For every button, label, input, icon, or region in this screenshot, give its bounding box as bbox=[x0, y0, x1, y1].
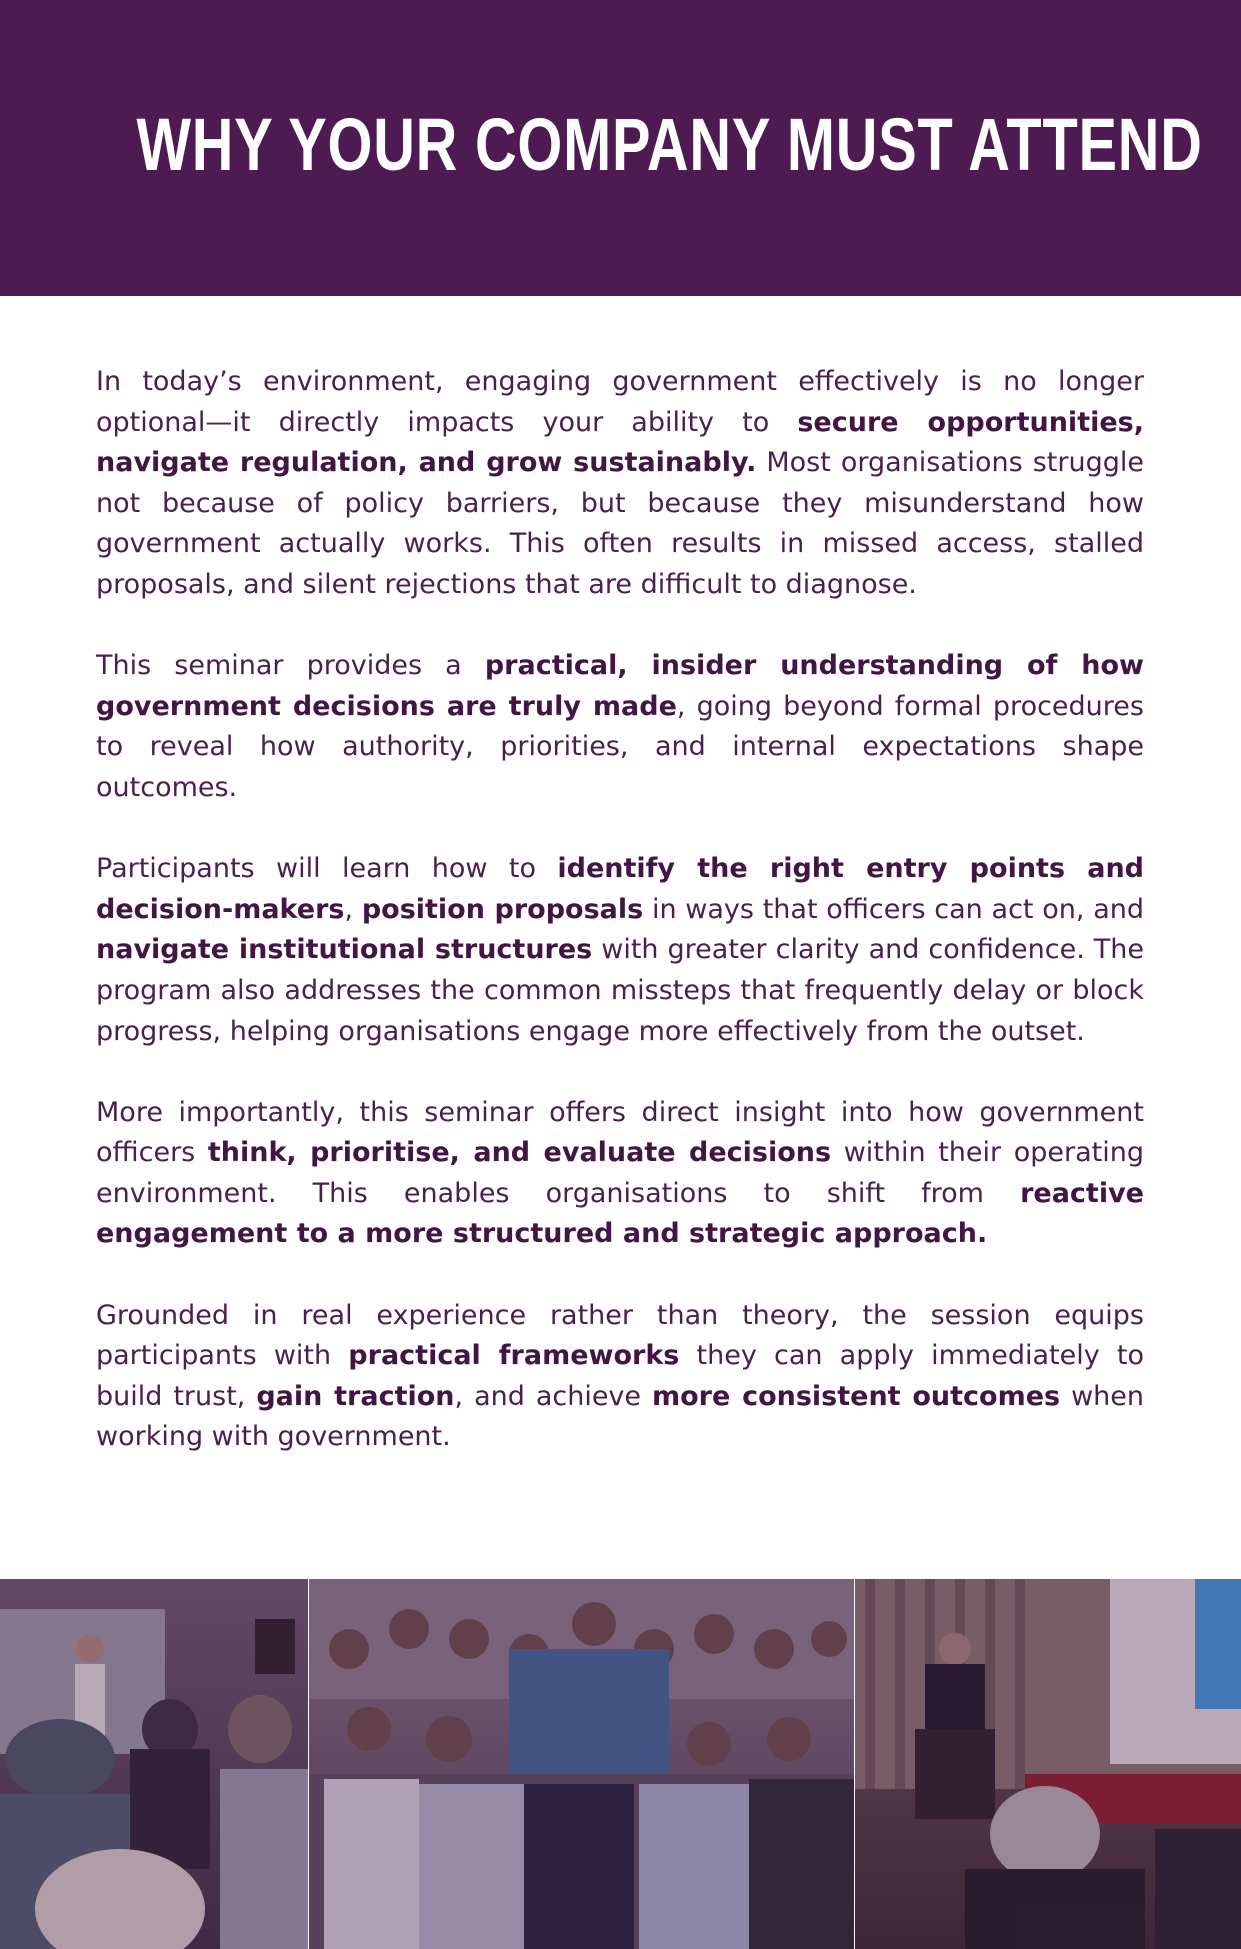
emphasis-text: reactive engagement to a more structured and strategic approach. bbox=[96, 1177, 1144, 1250]
body-paragraph bbox=[96, 1093, 1144, 1255]
emphasis-text: identify the right entry points and decision-makers bbox=[96, 853, 1144, 925]
header-banner bbox=[0, 0, 1241, 296]
body-text: , and achieve bbox=[454, 1380, 652, 1412]
body-text: Most organisations struggle not because of policy barriers, but because they misunderstand how government actually works. This often results in missed access, stalled proposals, and silent rejections that are difficult to diagnose. bbox=[96, 447, 1144, 600]
body-paragraph bbox=[96, 362, 1144, 606]
body-text: within their operating environment. This enables organisations to shift from bbox=[96, 1137, 1144, 1209]
emphasis-text: gain traction bbox=[256, 1380, 455, 1412]
body-text: in ways that officers can act on, and bbox=[643, 893, 1144, 925]
body-text: , going beyond formal procedures to reveal how authority, priorities, and internal expectations shape outcomes. bbox=[96, 690, 1144, 803]
emphasis-text: position proposals bbox=[361, 893, 644, 925]
group-photo bbox=[309, 1579, 854, 1949]
body-text: This seminar provides a bbox=[96, 650, 485, 682]
emphasis-text: more consistent outcomes bbox=[651, 1380, 1061, 1412]
emphasis-text: think, prioritise, and evaluate decisions bbox=[207, 1137, 832, 1169]
body-text: More importantly, this seminar offers direct insight into how government officers bbox=[96, 1096, 1144, 1169]
emphasis-text: navigate institutional structures bbox=[96, 934, 593, 966]
emphasis-text: practical frameworks bbox=[348, 1340, 680, 1372]
photo-strip bbox=[0, 1579, 1241, 1949]
body-text: when working with government. bbox=[96, 1380, 1144, 1453]
body-paragraph bbox=[96, 849, 1144, 1052]
body-paragraph bbox=[96, 1296, 1144, 1458]
page-title: WHY YOUR COMPANY MUST ATTEND bbox=[136, 103, 1203, 186]
body-text: they can apply immediately to build trust, bbox=[96, 1340, 1144, 1412]
body-text: Grounded in real experience rather than theory, the session equips participants with bbox=[96, 1299, 1144, 1372]
body-text: Participants will learn how to bbox=[96, 853, 558, 885]
body-text: with greater clarity and confidence. The program also addresses the common missteps that frequently delay or block progress, helping organisations engage more effectively from the outset. bbox=[96, 934, 1145, 1047]
speaker-podium-photo bbox=[855, 1579, 1241, 1949]
emphasis-text: secure opportunities, navigate regulation, and grow sustainably. bbox=[96, 406, 1144, 479]
emphasis-text: practical, insider understanding of how government decisions are truly made bbox=[96, 650, 1144, 722]
body-text: , bbox=[344, 893, 362, 925]
body-copy bbox=[96, 362, 1144, 1499]
presentation-photo bbox=[0, 1579, 308, 1949]
body-text: In today’s environment, engaging government effectively is no longer optional—it directly impacts your ability to bbox=[96, 366, 1144, 438]
body-paragraph bbox=[96, 646, 1144, 808]
